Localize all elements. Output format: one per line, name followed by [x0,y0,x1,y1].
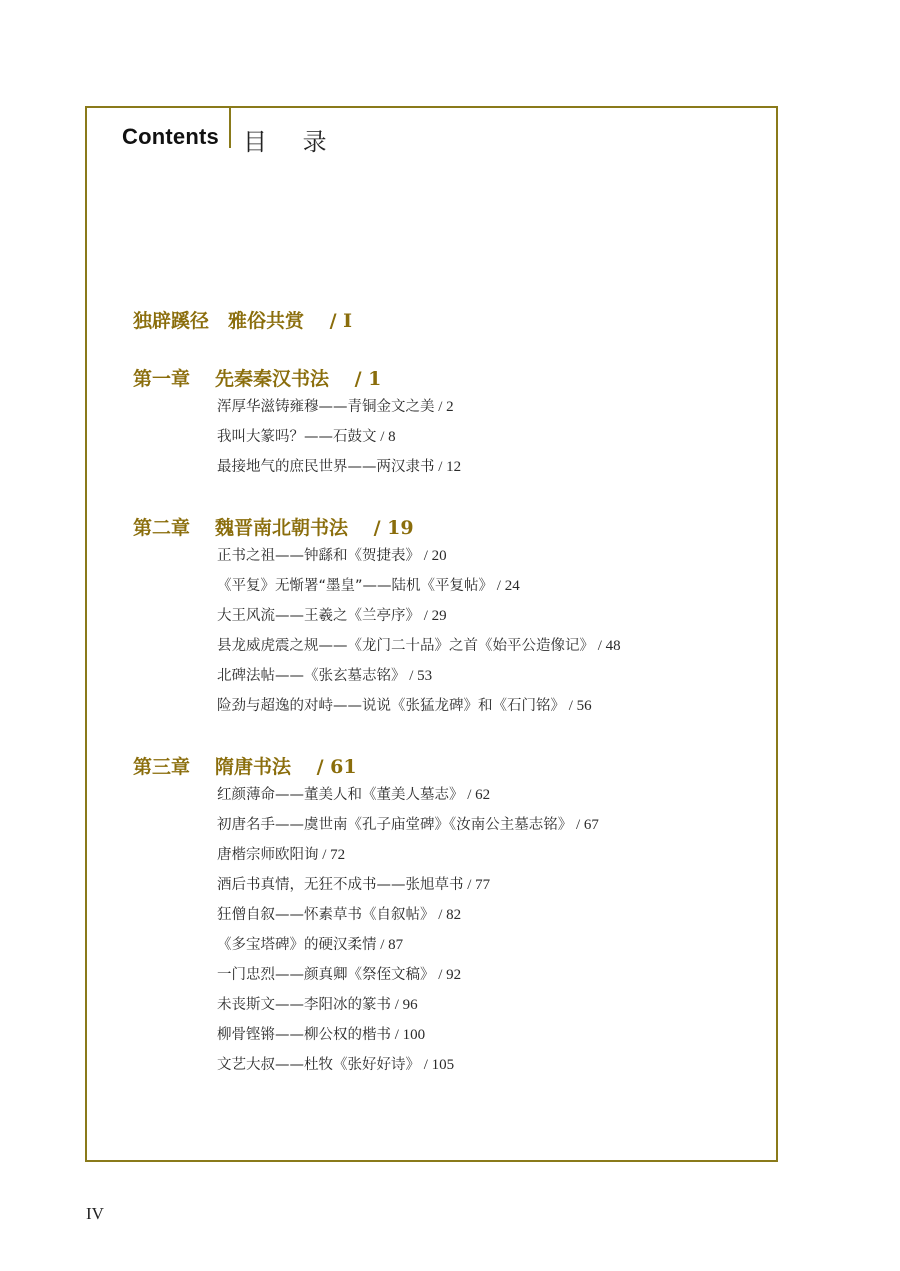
entry-page: / 48 [594,638,621,654]
chapter-entries [217,392,461,482]
entry-page: / 24 [493,578,520,594]
entry-page: / 82 [434,907,462,923]
entry-page: / 56 [565,698,592,714]
toc-entry[interactable] [217,691,621,721]
chapter-entries [217,780,599,1080]
chapter-1 [133,366,461,482]
page-number: IV [86,1204,104,1223]
entry-title: 险劲与超逸的对峙——说说《张猛龙碑》和《石门铭》 [217,698,565,714]
toc-entry[interactable] [217,452,461,482]
toc-entry[interactable] [217,541,621,571]
chapter-heading[interactable] [133,515,621,541]
chapter-number: 第三章 [133,756,191,778]
entry-title: 我叫大篆吗？——石鼓文 [217,429,377,445]
toc-entry[interactable] [217,810,599,840]
chapter-3 [133,754,599,1080]
entry-page: / 87 [376,937,404,953]
chapter-heading[interactable] [133,754,599,780]
entry-page: / 72 [318,847,346,863]
entry-title: 大王风流——王羲之《兰亭序》 [217,608,420,624]
contents-title-en: Contents [122,124,219,149]
chapter-heading[interactable] [133,366,461,392]
contents-title-cn: 目 录 [243,128,341,156]
entry-page: / 2 [434,399,454,415]
toc-entry[interactable] [217,392,461,422]
entry-page: / 29 [420,608,447,624]
entry-title: 狂僧自叙——怀素草书《自叙帖》 [217,907,435,923]
toc-entry[interactable] [217,661,621,691]
toc-entry[interactable] [217,422,461,452]
entry-page: / 105 [420,1057,455,1073]
chapter-title: 隋唐书法 / 61 [215,756,357,778]
chapter-title: 魏晋南北朝书法 / 19 [215,517,414,539]
entry-title: 浑厚华滋铸雍穆——青铜金文之美 [217,399,435,415]
title-divider [229,108,231,148]
entry-title: 未丧斯文——李阳冰的篆书 [217,997,391,1013]
entry-title: 北碑法帖——《张玄墓志铭》 [217,668,406,684]
entry-page: / 12 [434,459,462,475]
entry-title: 县龙威虎震之规——《龙门二十品》之首《始平公造像记》 [217,638,594,654]
entry-title: 酒后书真情，无狂不成书——张旭草书 [217,877,464,893]
toc-entry[interactable] [217,900,599,930]
entry-page: / 96 [391,997,418,1013]
toc-entry[interactable] [217,960,599,990]
toc-entry[interactable] [217,631,621,661]
toc-entry[interactable] [217,840,599,870]
toc-entry[interactable] [217,571,621,601]
entry-page: / 8 [376,429,396,445]
entry-page: / 67 [572,817,599,833]
chapter-number: 第二章 [133,517,191,539]
toc-entry[interactable] [217,870,599,900]
entry-title: 红颜薄命——董美人和《董美人墓志》 [217,787,464,803]
entry-title: 柳骨铿锵——柳公权的楷书 [217,1027,391,1043]
toc-entry[interactable] [217,780,599,810]
chapter-title: 先秦秦汉书法 / 1 [215,368,382,390]
entry-title: 文艺大叔——杜牧《张好好诗》 [217,1057,420,1073]
entry-page: / 53 [405,668,433,684]
entry-page: / 100 [391,1027,426,1043]
entry-title: 正书之祖——钟繇和《贺捷表》 [217,548,420,564]
entry-title: 《多宝塔碑》的硬汉柔情 [217,937,377,953]
entry-title: 《平复》无惭署“墨皇”——陆机《平复帖》 [217,578,494,594]
toc-entry[interactable] [217,601,621,631]
entry-title: 一门忠烈——颜真卿《祭侄文稿》 [217,967,435,983]
chapter-number: 第一章 [133,368,191,390]
toc-entry[interactable] [217,930,599,960]
toc-entry[interactable] [217,990,599,1020]
entry-page: / 92 [434,967,462,983]
entry-title: 初唐名手——虞世南《孔子庙堂碑》《汝南公主墓志铭》 [217,817,573,833]
entry-title: 唐楷宗师欧阳询 [217,847,319,863]
preface-entry[interactable]: 独辟蹊径 雅俗共赏 / I [133,310,353,332]
toc-entry[interactable] [217,1050,599,1080]
entry-page: / 77 [463,877,491,893]
entry-page: / 62 [463,787,491,803]
entry-page: / 20 [420,548,447,564]
chapter-entries [217,541,621,721]
toc-entry[interactable] [217,1020,599,1050]
chapter-2 [133,515,621,721]
entry-title: 最接地气的庶民世界——两汉隶书 [217,459,435,475]
